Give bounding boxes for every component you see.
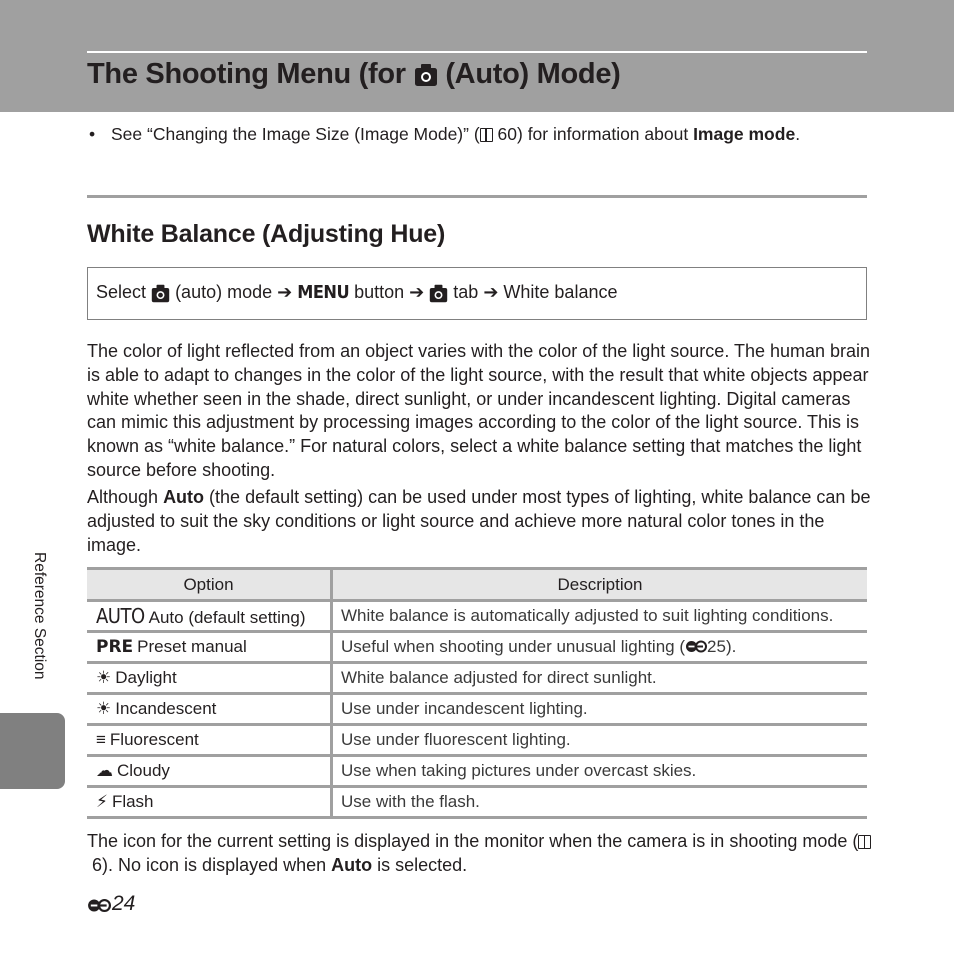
reference-section-label: Reference Section xyxy=(31,552,48,680)
option-label: Auto (default setting) xyxy=(148,608,306,627)
incandescent-icon: ☀ xyxy=(96,699,112,718)
see-also-bullet xyxy=(89,124,800,145)
note-text: The icon for the current setting is displayed in the monitor when the camera is in shooting mode ( xyxy=(87,831,859,851)
option-label: Preset manual xyxy=(137,637,247,656)
arrow-right-icon: ➔ xyxy=(483,282,499,302)
table-row xyxy=(87,632,867,663)
note-text-3: is selected. xyxy=(372,854,468,875)
auto-para-bold: Auto xyxy=(163,487,205,507)
page-title xyxy=(87,58,621,91)
arrow-right-icon: ➔ xyxy=(277,282,293,302)
nav-button-label: button xyxy=(354,282,405,302)
option-cell xyxy=(87,632,332,663)
menu-button-icon: MENU xyxy=(297,282,350,303)
description-cell: Use when taking pictures under overcast skies. xyxy=(332,756,868,787)
description-cell xyxy=(332,632,868,663)
bullet-text-2: ) for information about xyxy=(517,124,694,144)
header-rule xyxy=(87,51,867,53)
description-text: Useful when shooting under unusual lighting ( xyxy=(341,637,686,656)
note-page-ref[interactable]: 6 xyxy=(92,854,103,875)
fluorescent-icon: ≡ xyxy=(96,730,106,749)
note-text-2: ). No icon is displayed when xyxy=(102,854,332,875)
nav-mode-label: (auto) mode xyxy=(175,282,273,302)
camera-auto-icon xyxy=(414,63,438,87)
icon-note-paragraph xyxy=(87,830,872,878)
preset-manual-icon: PRE xyxy=(96,637,134,657)
description-cell: White balance is automatically adjusted to suit lighting conditions. xyxy=(332,601,868,632)
table-row xyxy=(87,694,867,725)
section-rule xyxy=(87,195,867,198)
description-cell: Use under incandescent lighting. xyxy=(332,694,868,725)
bullet-bold: Image mode xyxy=(693,124,796,144)
table-row xyxy=(87,787,867,818)
table-row xyxy=(87,663,867,694)
book-reference-icon xyxy=(480,128,493,142)
option-cell xyxy=(87,787,332,818)
section-thumb-tab[interactable] xyxy=(0,713,65,789)
reference-e-icon xyxy=(685,637,707,656)
bullet-period: . xyxy=(795,124,801,144)
bullet-text: See “Changing the Image Size (Image Mode)” ( xyxy=(111,124,480,144)
option-label: Flash xyxy=(111,792,154,811)
section-title: White Balance (Adjusting Hue) xyxy=(87,220,446,248)
bullet-page-ref[interactable]: 60 xyxy=(497,124,517,144)
flash-icon: ⚡ xyxy=(96,792,108,811)
reference-e-icon xyxy=(87,895,111,919)
option-cell xyxy=(87,756,332,787)
auto-paragraph xyxy=(87,486,872,557)
nav-target-label: White balance xyxy=(503,282,618,302)
description-cell: White balance adjusted for direct sunlight. xyxy=(332,663,868,694)
page-number xyxy=(87,892,135,919)
title-prefix: The Shooting Menu (for xyxy=(87,58,406,90)
camera-tab-icon xyxy=(429,284,448,303)
auto-wb-icon: AUTO xyxy=(96,604,145,628)
white-balance-table xyxy=(87,567,867,819)
auto-para-text: Although xyxy=(87,487,164,507)
auto-para-text-2: (the default setting) can be used under most types of lighting, white balance can be adjusted to suit the sky conditions or light source and achieve more natural color tones in the image. xyxy=(87,487,871,555)
option-label: Cloudy xyxy=(117,761,170,780)
table-row xyxy=(87,725,867,756)
menu-navigation-path xyxy=(87,267,867,320)
option-cell xyxy=(87,663,332,694)
intro-paragraph: The color of light reflected from an object varies with the color of the light source. The human brain is able to adapt to changes in the color of the light source, with the result that white objects appear white whether seen in the shade, direct sunlight, or under incandescent lighting. Digital cameras can mimic this adjustment by processing images according to the color of the light source. This is known as “white balance.” For natural colors, select a white balance setting that matches the light source before shooting. xyxy=(87,341,871,480)
option-cell xyxy=(87,601,332,632)
nav-tab-label: tab xyxy=(453,282,479,302)
option-cell xyxy=(87,725,332,756)
bullet-dot: • xyxy=(89,124,96,144)
description-page-ref[interactable]: 25 xyxy=(707,637,726,656)
option-label: Daylight xyxy=(115,668,177,687)
option-label: Incandescent xyxy=(115,699,217,718)
description-header: Description xyxy=(332,569,868,601)
table-header-row xyxy=(87,569,867,601)
title-suffix: (Auto) Mode) xyxy=(445,58,621,90)
note-bold: Auto xyxy=(331,854,373,875)
description-text-end: ). xyxy=(725,637,737,656)
camera-auto-icon xyxy=(151,284,170,303)
description-cell: Use with the flash. xyxy=(332,787,868,818)
page-number-value: 24 xyxy=(112,892,136,915)
option-header: Option xyxy=(87,569,332,601)
table-row xyxy=(87,756,867,787)
cloudy-icon: ☁ xyxy=(96,761,113,780)
header-band xyxy=(0,0,954,112)
daylight-icon: ☀ xyxy=(96,668,112,687)
arrow-right-icon: ➔ xyxy=(409,282,425,302)
nav-select-label: Select xyxy=(96,282,147,302)
book-reference-icon xyxy=(858,835,871,849)
option-cell xyxy=(87,694,332,725)
table-row xyxy=(87,601,867,632)
description-cell: Use under fluorescent lighting. xyxy=(332,725,868,756)
option-label: Fluorescent xyxy=(109,730,199,749)
